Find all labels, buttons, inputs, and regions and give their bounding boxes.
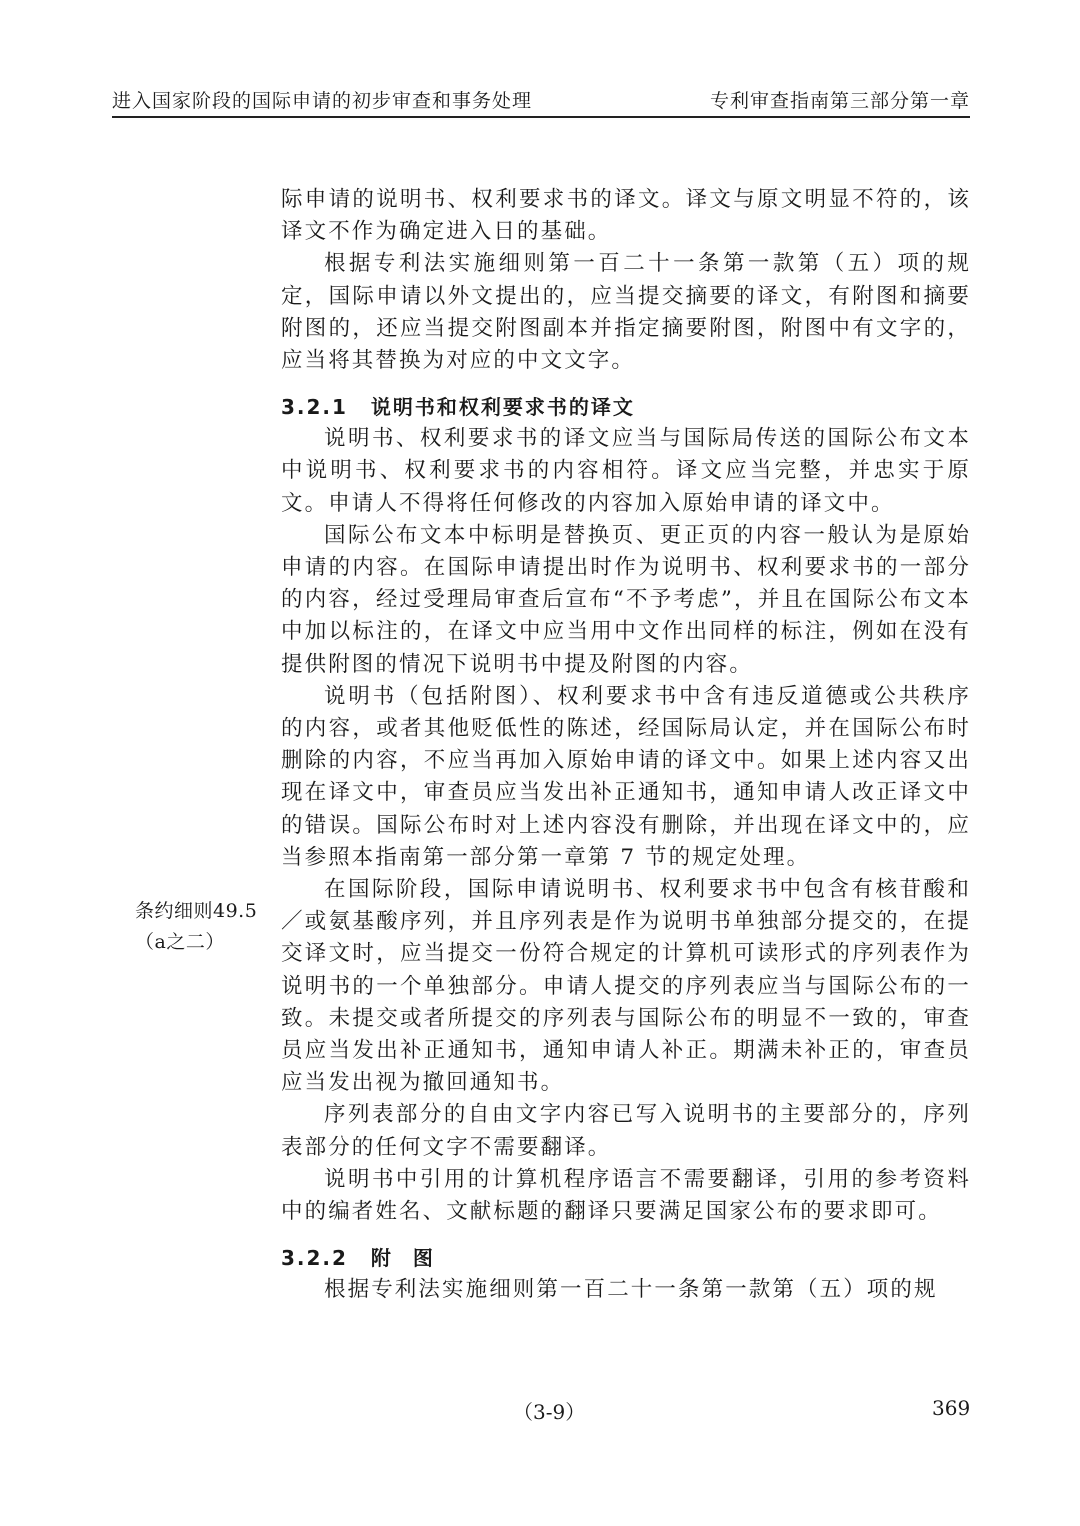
section-heading-3-2-1 bbox=[281, 391, 971, 423]
page-body bbox=[281, 184, 971, 1307]
paragraph-abstract-translation: 根据专利法实施细则第一百二十一条第一款第（五）项的规定，国际申请以外文提出的，应当提交摘要的译文，有附图和摘要附图的，还应当提交附图副本并指定摘要附图，附图中有文字的，应当将其替换为对应的中文文字。 bbox=[281, 251, 971, 374]
header-rule bbox=[112, 116, 970, 118]
paragraph-program-language: 说明书中引用的计算机程序语言不需要翻译，引用的参考资料中的编者姓名、文献标题的翻译只要满足国家公布的要求即可。 bbox=[281, 1166, 971, 1225]
footer-section-number: （3-9） bbox=[513, 1400, 586, 1424]
section-title: 附图 bbox=[370, 1246, 455, 1271]
margin-note-subclause: （a之二） bbox=[135, 931, 225, 953]
section-number: 3.2.1 bbox=[281, 395, 348, 420]
paragraph-deleted-content: 说明书（包括附图）、权利要求书中含有违反道德或公共秩序的内容，或者其他贬低性的陈述，经国际局认定，并在国际公布时删除的内容，不应当再加入原始申请的译文中。如果上述内容又出现在译文中，审查员应当发出补正通知书，通知申请人改正译文中的错误。国际公布时对上述内容没有删除，并出现在译文中的，应当参照本指南第一部分第一章第 7 节的规定处理。 bbox=[281, 683, 971, 870]
paragraph-continued: 际申请的说明书、权利要求书的译文。译文与原文明显不符的，该译文不作为确定进入日的基础。 bbox=[281, 187, 971, 245]
paragraph-replacement-pages: 国际公布文本中标明是替换页、更正页的内容一般认为是原始申请的内容。在国际申请提出时作为说明书、权利要求书的一部分的内容，经过受理局审查后宣布“不予考虑”，并且在国际公布文本中加以标注的，在译文中应当用中文作出同样的标注，例如在没有提供附图的情况下说明书中提及附图的内容。 bbox=[281, 522, 971, 677]
section-title: 说明书和权利要求书的译文 bbox=[370, 395, 635, 420]
header-guide-section: 专利审查指南第三部分第一章 bbox=[709, 90, 970, 112]
paragraph-sequence-free-text: 序列表部分的自由文字内容已写入说明书的主要部分的，序列表部分的任何文字不需要翻译。 bbox=[281, 1102, 971, 1160]
paragraph-translation-conformity: 说明书、权利要求书的译文应当与国际局传送的国际公布文本中说明书、权利要求书的内容相符。译文应当完整，并忠实于原文。申请人不得将任何修改的内容加入原始申请的译文中。 bbox=[281, 426, 971, 516]
footer-page-number: 369 bbox=[932, 1396, 971, 1420]
header-chapter-title: 进入国家阶段的国际申请的初步审查和事务处理 bbox=[112, 90, 533, 112]
margin-note-treaty-rule bbox=[135, 896, 257, 958]
running-header bbox=[112, 86, 970, 116]
section-heading-3-2-2 bbox=[281, 1242, 971, 1274]
paragraph-sequence-listing: 在国际阶段，国际申请说明书、权利要求书中包含有核苷酸和／或氨基酸序列，并且序列表是作为说明书单独部分提交的，在提交译文时，应当提交一份符合规定的计算机可读形式的序列表作为说明书的一个单独部分。申请人提交的序列表应当与国际公布的一致。未提交或者所提交的序列表与国际公布的明显不一致的，审查员应当发出补正通知书，通知申请人补正。期满未补正的，审查员应当发出视为撤回通知书。 bbox=[281, 877, 971, 1096]
margin-note-rule: 条约细则49.5 bbox=[135, 900, 258, 922]
paragraph-drawings: 根据专利法实施细则第一百二十一条第一款第（五）项的规 bbox=[324, 1277, 938, 1303]
section-number: 3.2.2 bbox=[281, 1246, 348, 1271]
